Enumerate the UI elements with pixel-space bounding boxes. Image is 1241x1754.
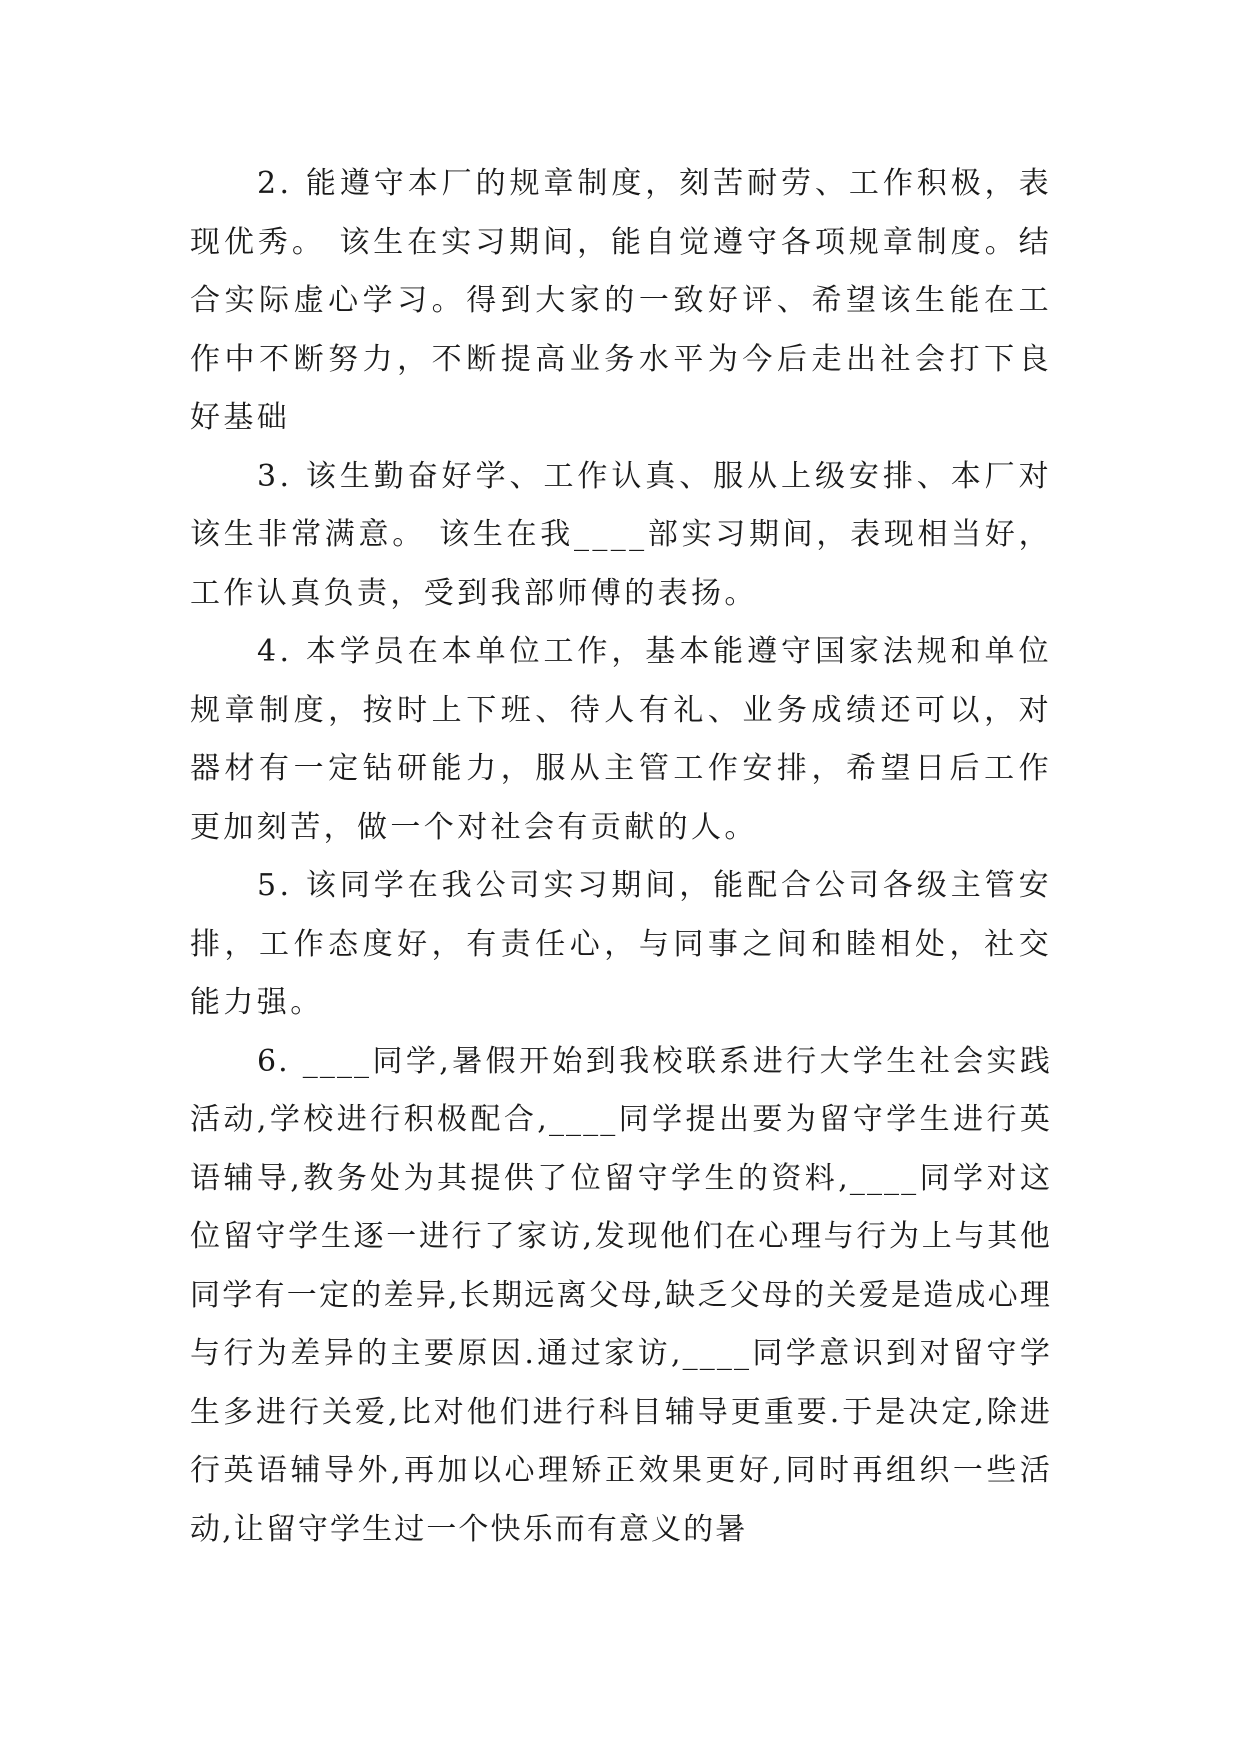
paragraph-4: 4. 本学员在本单位工作，基本能遵守国家法规和单位规章制度，按时上下班、待人有礼、业务成绩还可以，对器材有一定钻研能力，服从主管工作安排，希望日后工作更加刻苦，做一个对社会有贡献的人。: [190, 634, 1052, 845]
paragraph-6: 6. ____同学,暑假开始到我校联系进行大学生社会实践活动,学校进行积极配合,____同学提出要为留守学生进行英语辅导,教务处为其提供了位留守学生的资料,____同学对这位留守学生逐一进行了家访,发现他们在心理与行为上与其他同学有一定的差异,长期远离父母,缺乏父母的关爱是造成心理与行为差异的主要原因.通过家访,____同学意识到对留守学生多进行关爱,比对他们进行科目辅导更重要.于是决定,除进行英语辅导外,再加以心理矫正效果更好,同时再组织一些活动,让留守学生过一个快乐而有意义的暑: [190, 1043, 1052, 1547]
paragraph-5: 5. 该同学在我公司实习期间，能配合公司各级主管安排，工作态度好，有责任心，与同事之间和睦相处，社交能力强。: [190, 868, 1052, 1020]
paragraph-2: 2. 能遵守本厂的规章制度，刻苦耐劳、工作积极，表现优秀。 该生在实习期间，能自觉遵守各项规章制度。结合实际虚心学习。得到大家的一致好评、希望该生能在工作中不断努力，不断提高业务水平为今后走出社会打下良好基础: [190, 166, 1052, 435]
document-body: [190, 155, 1052, 1559]
paragraph-3: 3. 该生勤奋好学、工作认真、服从上级安排、本厂对该生非常满意。 该生在我____部实习期间，表现相当好，工作认真负责，受到我部师傅的表扬。: [190, 458, 1052, 611]
